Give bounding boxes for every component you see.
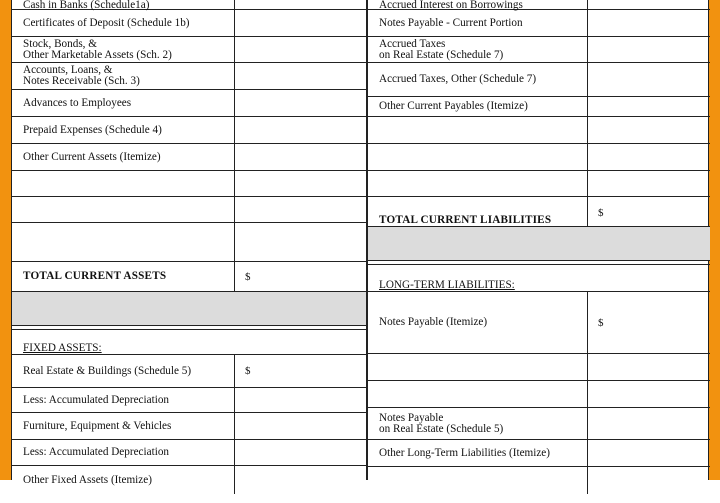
amount-prepaid-expenses[interactable] [234, 117, 366, 143]
row-long-term-blank-1 [368, 354, 710, 381]
row-notes-payable-current [368, 10, 710, 37]
dollar-sign: $ [245, 270, 251, 283]
label-accounts-receivable [12, 63, 140, 89]
long-term-header-wrap [368, 265, 515, 294]
row-notes-payable-itemize [368, 292, 710, 354]
amount-advances-to-employees[interactable] [234, 90, 366, 116]
label-advances-to-employees: Advances to Employees [23, 96, 132, 109]
amount-long-term-blank-2[interactable] [587, 381, 710, 407]
row-total-current-assets [12, 262, 366, 292]
label-stock-bonds-line2: Other Marketable Assets (Sch. 2) [23, 48, 172, 61]
label-certificates-of-deposit: Certificates of Deposit (Schedule 1b) [23, 16, 190, 29]
amount-stock-bonds[interactable] [234, 37, 366, 62]
fixed-assets-header-wrap [12, 330, 102, 355]
amount-total-current-assets[interactable] [234, 262, 366, 291]
amount-other-long-term-liabilities[interactable] [587, 440, 710, 466]
label-notes-payable-re-line2: on Real Estate (Schedule 5) [379, 422, 504, 435]
row-other-long-term-liabilities [368, 440, 710, 467]
row-payables-blank-2 [368, 144, 710, 171]
label-notes-payable-re-line1: Notes Payable [379, 411, 444, 424]
label-real-estate-buildings: Real Estate & Buildings (Schedule 5) [23, 364, 192, 377]
right-orange-border [709, 0, 720, 480]
label-other-fixed-assets: Other Fixed Assets (Itemize) [23, 474, 152, 486]
amount-certificates-of-deposit[interactable] [234, 10, 366, 36]
row-less-accumulated-depreciation-2 [12, 440, 366, 466]
label-less-accumulated-depreciation-2: Less: Accumulated Depreciation [23, 446, 170, 458]
liabilities-column [367, 0, 710, 480]
dollar-sign: $ [598, 316, 604, 329]
row-blank-2 [12, 197, 366, 223]
amount-accrued-taxes-other[interactable] [587, 63, 710, 96]
amount-blank-2[interactable] [234, 197, 366, 222]
amount-blank-1[interactable] [234, 171, 366, 196]
amount-furniture-equipment[interactable] [234, 413, 366, 439]
label-notes-payable-real-estate [368, 408, 503, 439]
row-other-current-assets [12, 144, 366, 171]
dollar-sign: $ [245, 365, 251, 377]
shaded-separator-liabilities [368, 227, 710, 261]
assets-column [12, 0, 367, 486]
amount-other-current-payables[interactable] [587, 97, 710, 116]
label-furniture-equipment: Furniture, Equipment & Vehicles [23, 419, 172, 432]
amount-payables-blank-2[interactable] [587, 144, 710, 170]
amount-less-accumulated-depreciation-2[interactable] [234, 440, 366, 465]
label-long-term-header: LONG-TERM LIABILITIES: [379, 279, 515, 291]
dollar-sign: $ [598, 207, 604, 219]
row-accounts-receivable [12, 63, 366, 90]
row-total-current-liabilities [368, 197, 710, 227]
amount-total-current-liabilities[interactable] [587, 197, 710, 226]
shaded-separator-assets [12, 292, 366, 326]
label-total-current-assets: TOTAL CURRENT ASSETS [23, 270, 167, 282]
label-accrued-taxes-line2: on Real Estate (Schedule 7) [379, 48, 504, 61]
amount-other-current-assets[interactable] [234, 144, 366, 170]
amount-notes-payable-real-estate[interactable] [587, 408, 710, 439]
label-fixed-assets-header: FIXED ASSETS: [23, 342, 102, 354]
row-payables-blank-1 [368, 117, 710, 144]
label-notes-payable-current: Notes Payable - Current Portion [379, 16, 523, 29]
amount-notes-payable-current[interactable] [587, 10, 710, 36]
row-real-estate-buildings [12, 355, 366, 388]
row-blank-3 [12, 223, 366, 262]
label-accrued-taxes-other: Accrued Taxes, Other (Schedule 7) [379, 73, 537, 85]
row-stock-bonds [12, 37, 366, 63]
amount-accrued-interest[interactable] [587, 0, 710, 9]
row-long-term-blank-2 [368, 381, 710, 408]
row-long-term-header [368, 265, 710, 292]
label-prepaid-expenses: Prepaid Expenses (Schedule 4) [23, 123, 162, 136]
amount-long-term-blank-3[interactable] [587, 467, 710, 494]
label-accounts-receivable-line1: Accounts, Loans, & [23, 64, 113, 76]
label-accrued-interest: Accrued Interest on Borrowings [379, 0, 523, 11]
row-advances-to-employees [12, 90, 366, 117]
row-fixed-assets-header [12, 330, 366, 355]
amount-blank-3[interactable] [234, 223, 366, 261]
row-payables-blank-3 [368, 171, 710, 197]
row-accrued-taxes-real-estate [368, 37, 710, 63]
amount-accounts-receivable[interactable] [234, 63, 366, 89]
label-other-long-term-liabilities: Other Long-Term Liabilities (Itemize) [379, 446, 551, 459]
row-certificates-of-deposit [12, 10, 366, 37]
row-other-fixed-assets [12, 466, 366, 494]
amount-other-fixed-assets[interactable] [234, 466, 366, 494]
left-orange-border [0, 0, 11, 480]
row-notes-payable-real-estate [368, 408, 710, 440]
row-furniture-equipment [12, 413, 366, 440]
label-accounts-receivable-line2: Notes Receivable (Sch. 3) [23, 75, 140, 87]
label-other-current-payables: Other Current Payables (Itemize) [379, 100, 528, 112]
label-accrued-taxes-real-estate [368, 37, 503, 62]
row-other-current-payables [368, 97, 710, 117]
label-stock-bonds-line1: Stock, Bonds, & [23, 37, 97, 50]
row-less-accumulated-depreciation-1 [12, 388, 366, 413]
amount-accrued-taxes-real-estate[interactable] [587, 37, 710, 62]
amount-long-term-blank-1[interactable] [587, 354, 710, 380]
amount-real-estate-buildings[interactable] [234, 355, 366, 387]
label-accrued-taxes-line1: Accrued Taxes [379, 37, 446, 50]
label-total-current-liabilities: TOTAL CURRENT LIABILITIES [379, 214, 552, 226]
row-blank-1 [12, 171, 366, 197]
label-cash-in-banks: Cash in Banks (Schedule1a) [23, 0, 150, 11]
amount-payables-blank-3[interactable] [587, 171, 710, 196]
label-notes-payable-itemize: Notes Payable (Itemize) [379, 316, 488, 328]
amount-cash-in-banks[interactable] [234, 0, 366, 9]
row-prepaid-expenses [12, 117, 366, 144]
amount-notes-payable-itemize[interactable] [587, 292, 710, 353]
label-less-accumulated-depreciation-1: Less: Accumulated Depreciation [23, 393, 170, 406]
row-accrued-interest [368, 0, 710, 10]
balance-sheet-form [11, 0, 709, 486]
label-stock-bonds [12, 37, 172, 62]
amount-payables-blank-1[interactable] [587, 117, 710, 143]
label-other-current-assets: Other Current Assets (Itemize) [23, 150, 161, 163]
row-accrued-taxes-other [368, 63, 710, 97]
row-cash-in-banks [12, 0, 366, 10]
row-long-term-blank-3 [368, 467, 710, 494]
amount-less-accumulated-depreciation-1[interactable] [234, 388, 366, 412]
